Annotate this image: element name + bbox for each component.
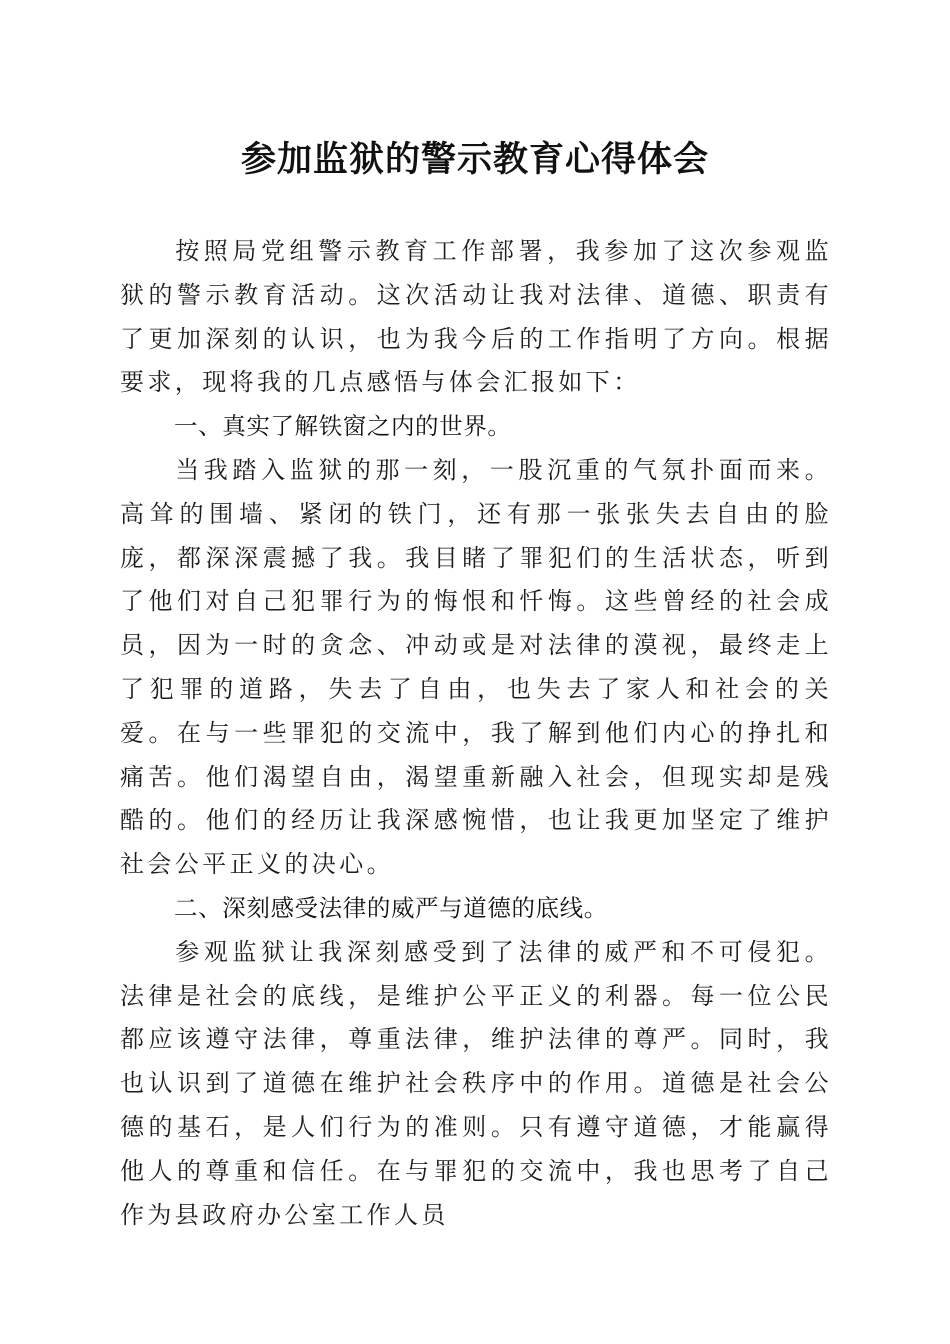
paragraph-section-1: 当我踏入监狱的那一刻，一股沉重的气氛扑面而来。高耸的围墙、紧闭的铁门，还有那一张张失去自由的脸庞，都深深震撼了我。我目睹了罪犯们的生活状态，听到了他们对自己犯罪行为的悔恨和忏悔。这些曾经的社会成员，因为一时的贪念、冲动或是对法律的漠视，最终走上了犯罪的道路，失去了自由，也失去了家人和社会的关爱。在与一些罪犯的交流中，我了解到他们内心的挣扎和痛苦。他们渴望自由，渴望重新融入社会，但现实却是残酷的。他们的经历让我深感惋惜，也让我更加坚定了维护社会公平正义的决心。 (120, 455, 832, 879)
paragraph-section-2: 参观监狱让我深刻感受到了法律的威严和不可侵犯。法律是社会的底线，是维护公平正义的利器。每一位公民都应该遵守法律，尊重法律，维护法律的尊严。同时，我也认识到了道德在维护社会秩序中的作用。道德是社会公德的基石，是人们行为的准则。只有遵守道德，才能赢得他人的尊重和信任。在与罪犯的交流中，我也思考了自己作为县政府办公室工作人员 (120, 937, 832, 1229)
document-body (120, 230, 832, 1237)
section-heading-1: 一、真实了解铁窗之内的世界。 (174, 412, 512, 441)
section-heading-2: 二、深刻感受法律的威严与道德的底线。 (174, 893, 608, 922)
page-title: 参加监狱的警示教育心得体会 (240, 139, 709, 180)
paragraph-intro: 按照局党组警示教育工作部署，我参加了这次参观监狱的警示教育活动。这次活动让我对法律、道德、职责有了更加深刻的认识，也为我今后的工作指明了方向。根据要求，现将我的几点感悟与体会汇报如下： (120, 237, 832, 397)
